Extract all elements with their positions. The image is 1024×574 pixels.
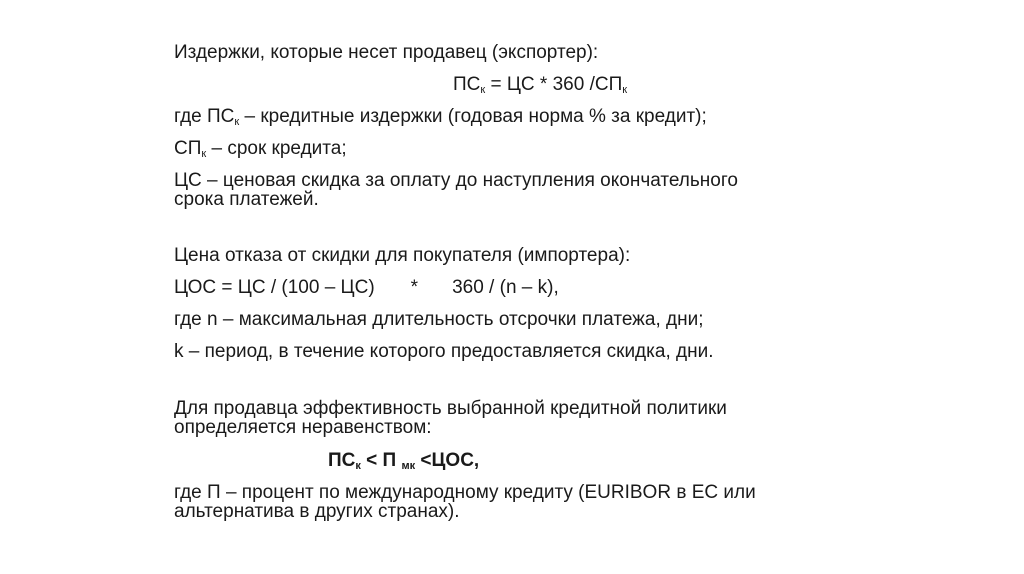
definition-sp <box>174 138 347 160</box>
definition-p-line1: где П – процент по международному кредиту (EURIBOR в ЕС или <box>174 482 756 503</box>
definition-k: k – период, в течение которого предоставляется скидка, дни. <box>174 341 714 362</box>
formula1-sp-sub: к <box>622 84 628 96</box>
formula3-p-sub: мк <box>401 460 416 472</box>
definition-cs-line1: ЦС – ценовая скидка за оплату до наступления окончательного <box>174 170 738 191</box>
def-ps-b: – кредитные издержки (годовая норма % за кредит); <box>239 106 707 127</box>
def-ps-a: где ПС <box>174 106 235 127</box>
formula1-ps: ПС <box>453 74 481 95</box>
seller-costs-intro: Издержки, которые несет продавец (экспортер): <box>174 42 599 63</box>
definition-cs-line2: срока платежей. <box>174 189 319 210</box>
def-ps-sub: к <box>234 116 240 128</box>
definition-ps <box>174 106 707 128</box>
definition-p-line2: альтернатива в других странах). <box>174 501 460 522</box>
formula2-right: 360 / (n – k), <box>452 277 559 298</box>
formula3-ps: ПС <box>328 450 356 471</box>
def-sp-b: – срок кредита; <box>206 138 347 159</box>
formula1-rest: = ЦС * 360 /СП <box>485 74 623 95</box>
formula3-p: < П <box>360 450 402 471</box>
buyer-refusal-intro: Цена отказа от скидки для покупателя (импортера): <box>174 245 631 266</box>
def-sp-a: СП <box>174 138 202 159</box>
formula2-left: ЦОС = ЦС / (100 – ЦС) <box>174 277 375 298</box>
definition-n: где n – максимальная длительность отсрочки платежа, дни; <box>174 309 704 330</box>
formula1-ps-sub: к <box>480 84 486 96</box>
efficiency-line1: Для продавца эффективность выбранной кредитной политики <box>174 398 727 419</box>
formula-refusal-price <box>174 277 559 299</box>
formula-credit-costs <box>453 74 627 96</box>
formula3-ps-sub: к <box>355 460 361 472</box>
def-sp-sub: к <box>201 148 207 160</box>
formula3-cos: <ЦОС, <box>415 450 480 471</box>
formula2-operator: * <box>410 277 419 298</box>
efficiency-line2: определяется неравенством: <box>174 417 432 438</box>
formula-inequality <box>328 450 479 472</box>
